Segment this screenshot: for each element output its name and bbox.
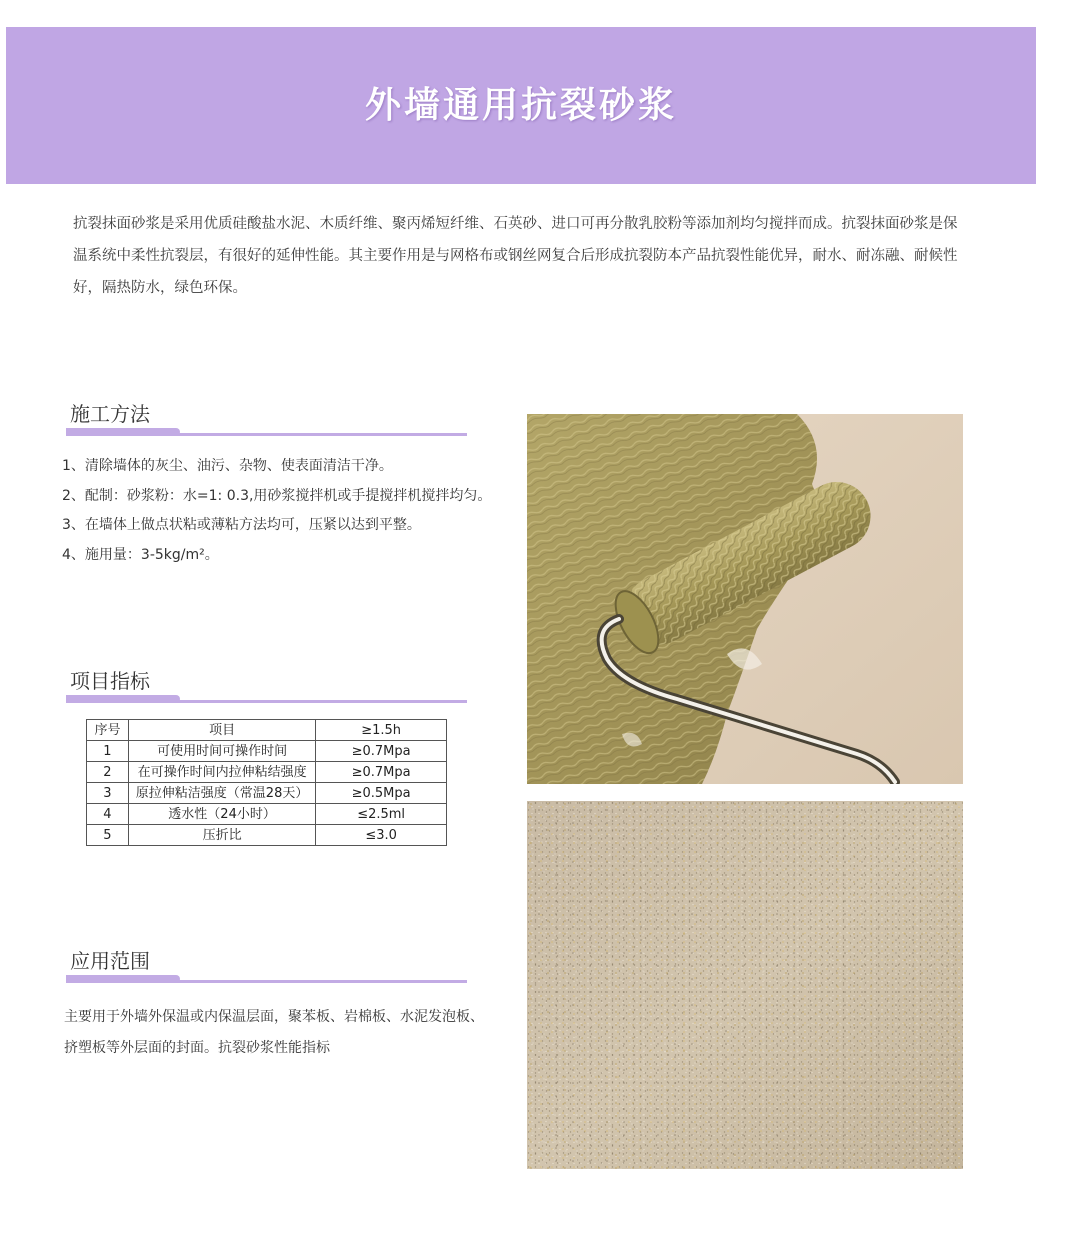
list-item: 3、在墙体上做点状粘或薄粘方法均可，压紧以达到平整。 — [62, 517, 421, 533]
intro-paragraph: 抗裂抹面砂浆是采用优质硅酸盐水泥、木质纤维、聚丙烯短纤维、石英砂、进口可再分散乳胶粉等添加剂均匀搅拌而成。抗裂抹面砂浆是保温系统中柔性抗裂层，有很好的延伸性能。其主要作用是与网格布或钢丝网复合后形成抗裂防本产品抗裂性能优异，耐水、耐冻融、耐候性好，隔热防水，绿色环保。 — [73, 216, 958, 296]
list-item: 2、配制：砂浆粉：水=1: 0.3,用砂浆搅拌机或手提搅拌机搅拌均匀。 — [62, 487, 492, 504]
list-item: 1、清除墙体的灰尘、油污、杂物、使表面清洁干净。 — [62, 458, 393, 474]
application-paragraph: 主要用于外墙外保温或内保温层面，聚苯板、岩棉板、水泥发泡板、挤塑板等外层面的封面。抗裂砂浆性能指标 — [64, 1009, 484, 1056]
construction-section-underline — [66, 428, 467, 437]
table-cell: ≤2.5ml — [316, 804, 447, 825]
application-section-underline — [66, 975, 467, 984]
table-cell: ≤3.0 — [316, 825, 447, 846]
roller-photo — [527, 414, 963, 784]
table-cell: 4 — [87, 804, 129, 825]
table-cell: ≥0.7Mpa — [316, 762, 447, 783]
table-row — [87, 741, 447, 762]
table-cell: 在可操作时间内拉伸粘结强度 — [128, 762, 315, 783]
specs-table — [86, 719, 447, 846]
table-header-row — [87, 720, 447, 741]
texture-photo — [527, 801, 963, 1169]
construction-section-title: 施工方法 — [70, 402, 150, 426]
table-row — [87, 825, 447, 846]
specs-section-underline — [66, 695, 467, 704]
header-banner — [6, 27, 1036, 184]
table-cell: 透水性（24小时） — [128, 804, 315, 825]
specs-section-title: 项目指标 — [70, 669, 150, 693]
table-cell: 3 — [87, 783, 129, 804]
paint-roller-image — [527, 414, 963, 784]
table-cell: 压折比 — [128, 825, 315, 846]
table-header-cell: 序号 — [87, 720, 129, 741]
table-cell: 可使用时间可操作时间 — [128, 741, 315, 762]
table-header-cell: ≥1.5h — [316, 720, 447, 741]
construction-steps-list — [62, 452, 491, 570]
mortar-texture-image — [527, 801, 963, 1169]
table-row — [87, 804, 447, 825]
table-header-cell: 项目 — [128, 720, 315, 741]
page-title: 外墙通用抗裂砂浆 — [364, 85, 677, 126]
application-section-title: 应用范围 — [70, 949, 150, 973]
table-cell: 5 — [87, 825, 129, 846]
table-cell: 原拉伸粘洁强度（常温28天） — [128, 783, 315, 804]
table-row — [87, 783, 447, 804]
table-row — [87, 762, 447, 783]
list-item: 4、施用量：3-5kg/m²。 — [62, 546, 219, 563]
table-cell: ≥0.5Mpa — [316, 783, 447, 804]
table-cell: 1 — [87, 741, 129, 762]
table-cell: 2 — [87, 762, 129, 783]
table-cell: ≥0.7Mpa — [316, 741, 447, 762]
